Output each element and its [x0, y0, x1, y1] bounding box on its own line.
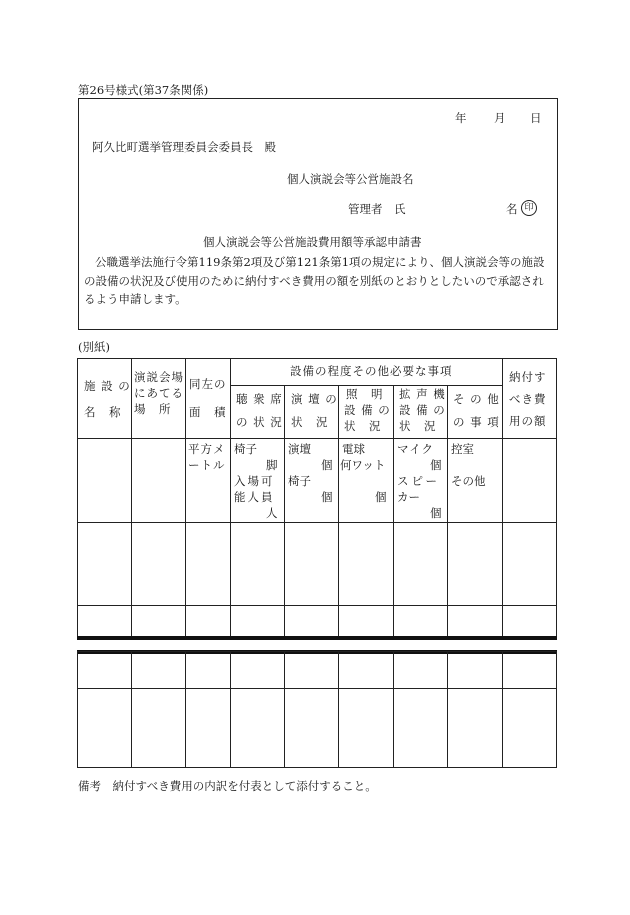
equipment-table-lower — [77, 651, 557, 768]
header-lighting-2: 設 備 の — [344, 403, 391, 417]
manager-label: 管理者 氏 — [348, 202, 406, 216]
header-audience-1: 聴 衆 席 — [236, 392, 283, 406]
unit-stage-podium: 演壇 — [288, 442, 311, 456]
unit-stage-chair: 椅子 — [288, 474, 311, 488]
header-venue-3: 場 所 — [134, 402, 172, 416]
manager-name-label: 名 — [506, 202, 518, 216]
unit-stage-chair-count: 個 — [321, 490, 333, 504]
unit-speaker-speaker-1: スピー — [397, 474, 441, 488]
header-speaker-2: 設 備 の — [399, 403, 446, 417]
seal-mark — [521, 199, 537, 216]
unit-audience-capacity-1: 入場可 — [234, 474, 275, 488]
unit-speaker-mic-count: 個 — [430, 458, 442, 472]
seal-glyph: 印 — [521, 200, 537, 216]
header-stage-1: 演 壇 の — [291, 392, 338, 406]
header-speaker-3: 状 況 — [399, 419, 437, 433]
unit-area-1: 平方メ — [188, 442, 226, 456]
date-day: 日 — [530, 111, 542, 125]
header-audience-2: の 状 況 — [236, 415, 283, 429]
unit-audience-legs: 脚 — [266, 458, 278, 472]
unit-lighting-bulb: 電球 — [342, 442, 365, 456]
header-other-2: の 事 項 — [453, 415, 500, 429]
remarks: 備考 納付すべき費用の内訳を付表として添付すること。 — [78, 779, 377, 793]
unit-audience-capacity-2: 能人員 — [234, 490, 275, 504]
header-equipment-group: 設備の程度その他必要な事項 — [290, 364, 453, 378]
unit-lighting-count: 個 — [375, 490, 387, 504]
unit-audience-chair: 椅子 — [234, 442, 257, 456]
attachment-label: (別紙) — [78, 340, 110, 354]
header-stage-2: 状 況 — [291, 415, 329, 429]
unit-other-misc: その他 — [451, 474, 486, 488]
application-title: 個人演説会等公営施設費用額等承認申請書 — [203, 235, 422, 249]
header-venue-2: にあてる — [134, 386, 184, 400]
unit-stage-podium-count: 個 — [321, 458, 333, 472]
header-area-2: 面 積 — [189, 405, 227, 419]
unit-other-waiting-room: 控室 — [451, 442, 474, 456]
header-area-1: 同左の — [189, 377, 227, 391]
unit-lighting-watt: 何ワット — [340, 458, 386, 472]
header-fee-1: 納付す — [509, 370, 547, 384]
table-break-top — [77, 636, 557, 640]
unit-audience-persons: 人 — [266, 506, 278, 520]
header-fee-3: 用の額 — [509, 414, 547, 428]
date-year: 年 — [455, 111, 467, 125]
unit-area-2: ートル — [188, 458, 226, 472]
header-lighting-1: 照 明 — [346, 387, 384, 401]
unit-speaker-mic: マイク — [397, 442, 435, 456]
header-speaker-1: 拡 声 機 — [399, 387, 446, 401]
unit-speaker-speaker-2: カー — [397, 490, 420, 504]
date-month: 月 — [494, 111, 506, 125]
application-body: 公職選挙法施行令第119条第2項及び第121条第1項の規定により、個人演説会等の施設の設備の状況及び使用のために納付すべき費用の額を別紙のとおりとしたいので承認されるよう申請します。 — [84, 255, 545, 306]
header-fee-2: べき費 — [509, 392, 547, 406]
addressee: 阿久比町選挙管理委員会委員長 殿 — [92, 140, 276, 154]
facility-name-label: 個人演説会等公営施設名 — [287, 172, 414, 186]
header-venue-1: 演説会場 — [134, 370, 184, 384]
header-facility-name-2: 名 称 — [84, 405, 122, 419]
form-title: 第26号様式(第37条関係) — [78, 83, 209, 97]
header-lighting-3: 状 況 — [344, 419, 382, 433]
header-other-1: そ の 他 — [453, 392, 500, 406]
unit-speaker-speaker-count: 個 — [430, 506, 442, 520]
header-facility-name-1: 施 設 の — [84, 379, 131, 393]
